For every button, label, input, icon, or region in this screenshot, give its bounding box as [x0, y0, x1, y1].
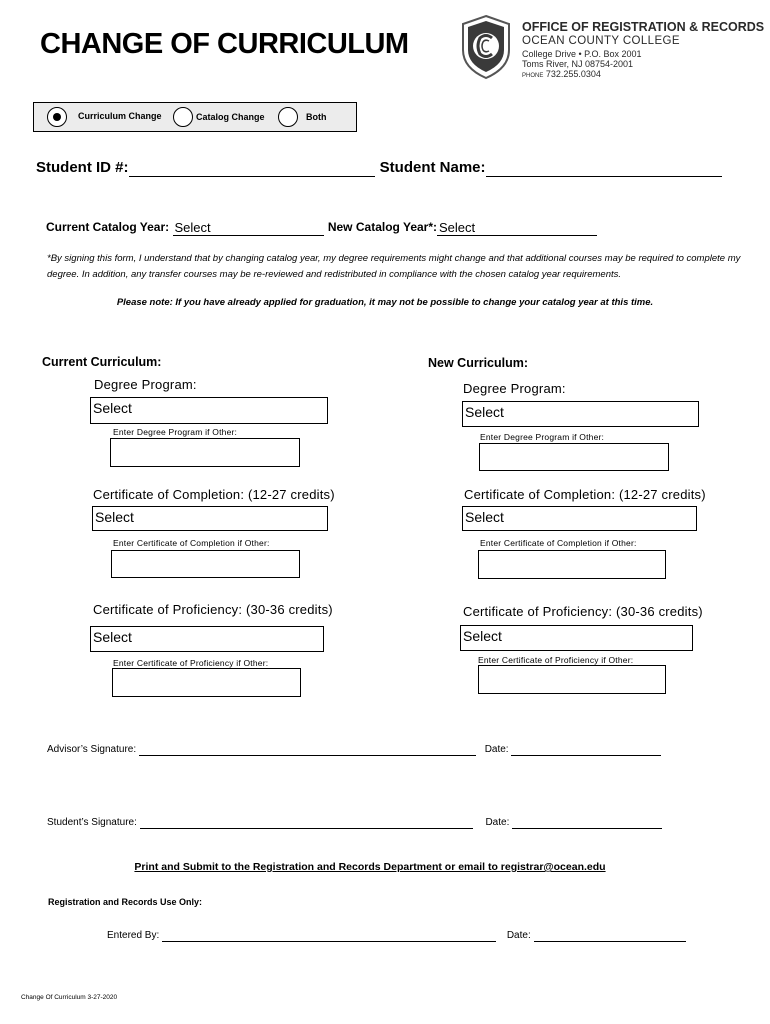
radio-selected-dot [53, 113, 61, 121]
current-catalog-year-label: Current Catalog Year: [46, 220, 170, 234]
current-degree-other-input[interactable] [110, 438, 300, 467]
current-coc-other-input[interactable] [111, 550, 300, 578]
graduation-note: Please note: If you have already applied for graduation, it may not be possible to change your catalog year at this time. [116, 297, 654, 308]
current-degree-label: Degree Program: [94, 377, 197, 392]
new-catalog-year-label: New Catalog Year*: [327, 220, 437, 234]
college-name: OCEAN COUNTY COLLEGE [522, 35, 680, 47]
new-degree-select[interactable]: Select [462, 401, 699, 427]
current-coc-label: Certificate of Completion: (12-27 credits) [93, 487, 335, 502]
student-id-row [36, 159, 722, 177]
office-use-label: Registration and Records Use Only: [48, 897, 203, 907]
student-id-label: Student ID #: [36, 159, 129, 176]
catalog-year-row [46, 219, 597, 235]
catalog-disclaimer: *By signing this form, I understand that by changing catalog year, my degree requirements might change and that additional courses may be required to complete my degree. In addition, any transfer courses may be re-reviewed and redistributed in compliance with the chosen catalog year requirements. [47, 253, 741, 280]
entered-by-input[interactable] [162, 930, 496, 942]
office-name: OFFICE OF REGISTRATION & RECORDS [522, 20, 765, 34]
new-degree-label: Degree Program: [463, 381, 566, 396]
radio-both[interactable] [278, 107, 298, 127]
current-coc-other-label: Enter Certificate of Completion if Other: [113, 538, 270, 548]
entered-by-label: Entered By: [107, 930, 160, 941]
change-type-radio-group [33, 102, 357, 132]
address-line-1: College Drive • P.O. Box 2001 [522, 49, 642, 59]
phone-label: PHONE [522, 73, 544, 79]
current-curriculum-heading: Current Curriculum: [42, 355, 162, 369]
advisor-signature-label: Advisor’s Signature: [47, 744, 137, 755]
advisor-signature-input[interactable] [139, 744, 476, 756]
advisor-date-label: Date: [484, 744, 509, 755]
new-cop-other-label: Enter Certificate of Proficiency if Other: [478, 655, 634, 665]
print-submit-instruction: Print and Submit to the Registration and Records Department or email to registrar@ocean.edu [134, 861, 606, 873]
new-coc-other-input[interactable] [478, 550, 666, 579]
new-coc-other-label: Enter Certificate of Completion if Other: [480, 538, 637, 548]
footer-form-version: Change Of Curriculum 3-27-2020 [21, 994, 118, 1001]
college-seal-logo [460, 14, 512, 80]
current-cop-other-input[interactable] [112, 668, 301, 697]
new-catalog-year-select[interactable] [437, 220, 597, 236]
student-date-input[interactable] [512, 817, 662, 829]
advisor-date-input[interactable] [511, 744, 661, 756]
student-id-input[interactable] [129, 159, 375, 177]
new-cop-other-input[interactable] [478, 665, 666, 694]
new-coc-label: Certificate of Completion: (12-27 credits) [464, 487, 706, 502]
phone-number: 732.255.0304 [545, 69, 601, 79]
address-line-2: Toms River, NJ 08754-2001 [522, 59, 634, 69]
student-signature-label: Student’s Signature: [47, 817, 137, 828]
student-signature-input[interactable] [140, 817, 473, 829]
new-degree-other-input[interactable] [479, 443, 669, 471]
entered-by-row [107, 930, 686, 942]
student-name-label: Student Name: [379, 159, 486, 176]
radio-label-curriculum-change: Curriculum Change [78, 111, 162, 121]
radio-curriculum-change[interactable] [47, 107, 67, 127]
new-cop-label: Certificate of Proficiency: (30-36 credits) [463, 604, 703, 619]
advisor-signature-row [47, 744, 661, 756]
student-name-input[interactable] [486, 159, 722, 177]
current-coc-select[interactable]: Select [92, 506, 328, 531]
current-cop-label: Certificate of Proficiency: (30-36 credits) [93, 602, 333, 617]
entered-by-date-input[interactable] [534, 930, 686, 942]
radio-label-both: Both [306, 112, 327, 122]
phone-line [522, 69, 764, 79]
new-catalog-year-value: Select [439, 220, 476, 235]
new-coc-select[interactable]: Select [462, 506, 697, 531]
current-catalog-year-select[interactable] [173, 220, 324, 236]
student-signature-row [47, 817, 662, 829]
entered-by-date-label: Date: [506, 930, 531, 941]
new-cop-select[interactable]: Select [460, 625, 693, 651]
current-cop-other-label: Enter Certificate of Proficiency if Other: [113, 658, 269, 668]
radio-label-catalog-change: Catalog Change [196, 112, 265, 122]
current-degree-select[interactable]: Select [90, 397, 328, 424]
new-curriculum-heading: New Curriculum: [428, 356, 529, 370]
office-header [522, 20, 764, 79]
current-catalog-year-value: Select [174, 220, 211, 235]
student-date-label: Date: [485, 817, 510, 828]
radio-catalog-change[interactable] [173, 107, 193, 127]
new-degree-other-label: Enter Degree Program if Other: [480, 432, 605, 442]
current-degree-other-label: Enter Degree Program if Other: [113, 427, 238, 437]
current-cop-select[interactable]: Select [90, 626, 324, 652]
page-title: CHANGE OF CURRICULUM [40, 28, 409, 60]
